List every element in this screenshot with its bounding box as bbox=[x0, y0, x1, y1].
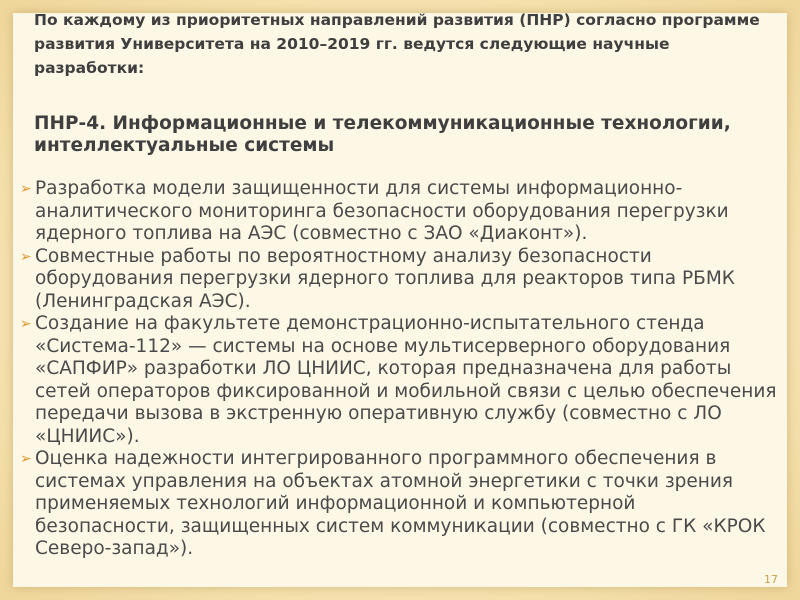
section-title: ПНР-4. Информационные и телекоммуникационные технологии, интеллектуальные системы bbox=[34, 113, 731, 156]
arrow-bullet-icon: ➢ bbox=[20, 248, 32, 265]
bullet-item bbox=[20, 246, 780, 314]
bullet-text: Разработка модели защищенности для системы информационно-аналитического мониторинга безопасности оборудования перегрузки ядерного топлива на АЭС (совместно с ЗАО «Диаконт»). bbox=[35, 178, 729, 244]
bullet-text: Создание на факультете демонстрационно-испытательного стенда «Система-112» — системы на основе мультисерверного оборудования «САПФИР» разработки ЛО ЦНИИС, которая предназначена для работы сетей операторов фиксированной и мобильной связи с целью обеспечения передачи вызова в экстренную оперативную службу (совместно с ЛО «ЦНИИС»). bbox=[35, 313, 777, 447]
page-number: 17 bbox=[764, 573, 778, 586]
bullet-item bbox=[20, 448, 780, 561]
bullet-item bbox=[20, 313, 780, 448]
bullet-text: Совместные работы по вероятностному анализу безопасности оборудования перегрузки ядерного топлива для реакторов типа РБМК (Ленинградская АЭС). bbox=[35, 245, 735, 312]
bullet-item bbox=[20, 178, 780, 246]
bullet-text: Оценка надежности интегрированного программного обеспечения в системах управления на объектах атомной энергетики с точки зрения применяемых технологий информационной и компьютерной безопасности, защищенных систем коммуникации (совместно с ГК «КРОК Северо-запад»). bbox=[35, 448, 766, 559]
slide-header: По каждому из приоритетных направлений развития (ПНР) согласно программе развития Университета на 2010–2019 гг. ведутся следующие научные разработки: bbox=[34, 11, 760, 77]
bullet-list bbox=[20, 178, 780, 561]
arrow-bullet-icon: ➢ bbox=[20, 451, 32, 467]
arrow-bullet-icon: ➢ bbox=[20, 316, 32, 332]
arrow-bullet-icon: ➢ bbox=[20, 181, 32, 197]
